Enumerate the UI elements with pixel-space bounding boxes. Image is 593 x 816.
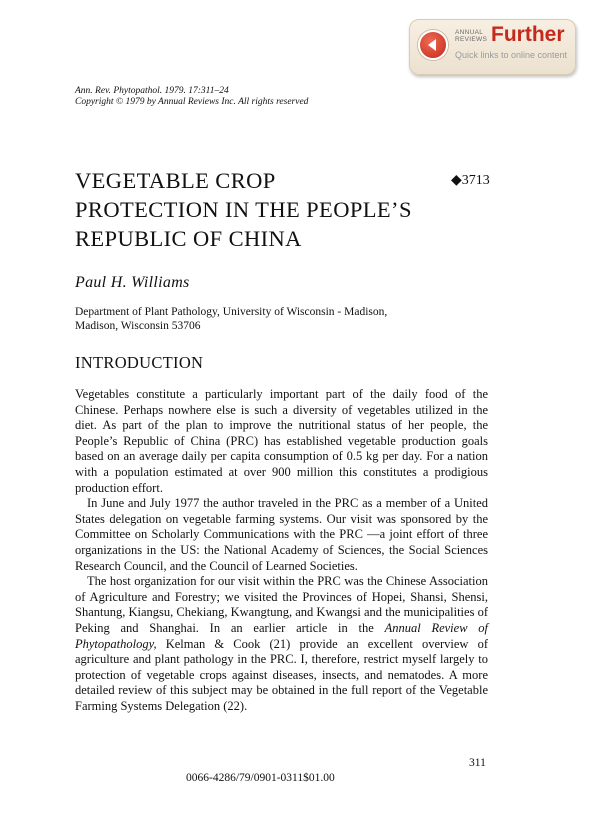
paragraph-2: In June and July 1977 the author traveled in the PRC as a member of a United States delegation on vegetable farming systems. Our visit was sponsored by the Committee on Scholarly Communications with the PRC —a joint effort of three organizations in the US: the National Academy of Sciences, the Social Sciences Research Council, and the Council of Learned Societies. — [75, 496, 488, 573]
badge-annual-reviews-label: ANNUAL REVIEWS — [455, 29, 488, 43]
author-name: Paul H. Williams — [75, 274, 190, 291]
paragraph-3-text-a: The host organization for our visit within the PRC was the Chinese Association of Agriculture and Forestry; we visited the Provinces of Hopei, Shansi, Shensi, Shantung, Kiangsu, Chekiang, Kwangtung, and Kwangsi and the municipalities of Peking and Shanghai. In an earlier article in the — [75, 574, 488, 635]
section-heading: INTRODUCTION — [75, 353, 204, 372]
copyright-line: Copyright © 1979 by Annual Reviews Inc. All rights reserved — [75, 97, 309, 107]
title-line-2: PROTECTION IN THE PEOPLE’S — [75, 197, 412, 222]
title-line-1: VEGETABLE CROP — [75, 168, 276, 193]
page-number: 311 — [469, 757, 486, 769]
paragraph-1: Vegetables constitute a particularly important part of the daily food of the Chinese. Perhaps nowhere else is such a diversity of vegetables utilized in the diet. As part of the plan to improve the nutritional status of her people, the People’s Republic of China (PRC) has established vegetable production goals based on an average daily per capita consumption of 0.5 kg per day. For a nation with a population estimated at over 900 million this constitutes a prodigious production effort. — [75, 387, 488, 495]
author-affiliation — [75, 305, 387, 333]
footer-code: 0066-4286/79/0901-0311$01.00 — [186, 772, 335, 784]
badge-quick-links-label: Quick links to online content — [455, 50, 568, 60]
badge-further-label: Further — [491, 23, 565, 46]
affiliation-line-1: Department of Plant Pathology, University of Wisconsin - Madison, — [75, 306, 388, 318]
article-title — [75, 166, 412, 253]
article-code: ◆3713 — [451, 173, 490, 188]
article-body — [75, 387, 488, 714]
journal-citation — [75, 86, 308, 108]
arrow-left-icon — [418, 30, 448, 60]
journal-name: Annual Review of Phytopathology, — [75, 620, 489, 651]
paragraph-3-text-b: Kelman & Cook (21) provide an excellent overview of agriculture and plant pathology in the PRC. I, therefore, restrict myself largely to protection of vegetable crops against diseases, insects, and nematodes. A more detailed review of this subject may be obtained in the full report of the Vegetable Farming Systems Delegation (22). — [75, 636, 488, 713]
citation-line: Ann. Rev. Phytopathol. 1979. 17:311–24 — [75, 86, 229, 96]
annual-reviews-further-badge[interactable] — [409, 19, 576, 75]
paragraph-3 — [75, 574, 488, 714]
affiliation-line-2: Madison, Wisconsin 53706 — [75, 320, 201, 332]
title-line-3: REPUBLIC OF CHINA — [75, 226, 302, 251]
